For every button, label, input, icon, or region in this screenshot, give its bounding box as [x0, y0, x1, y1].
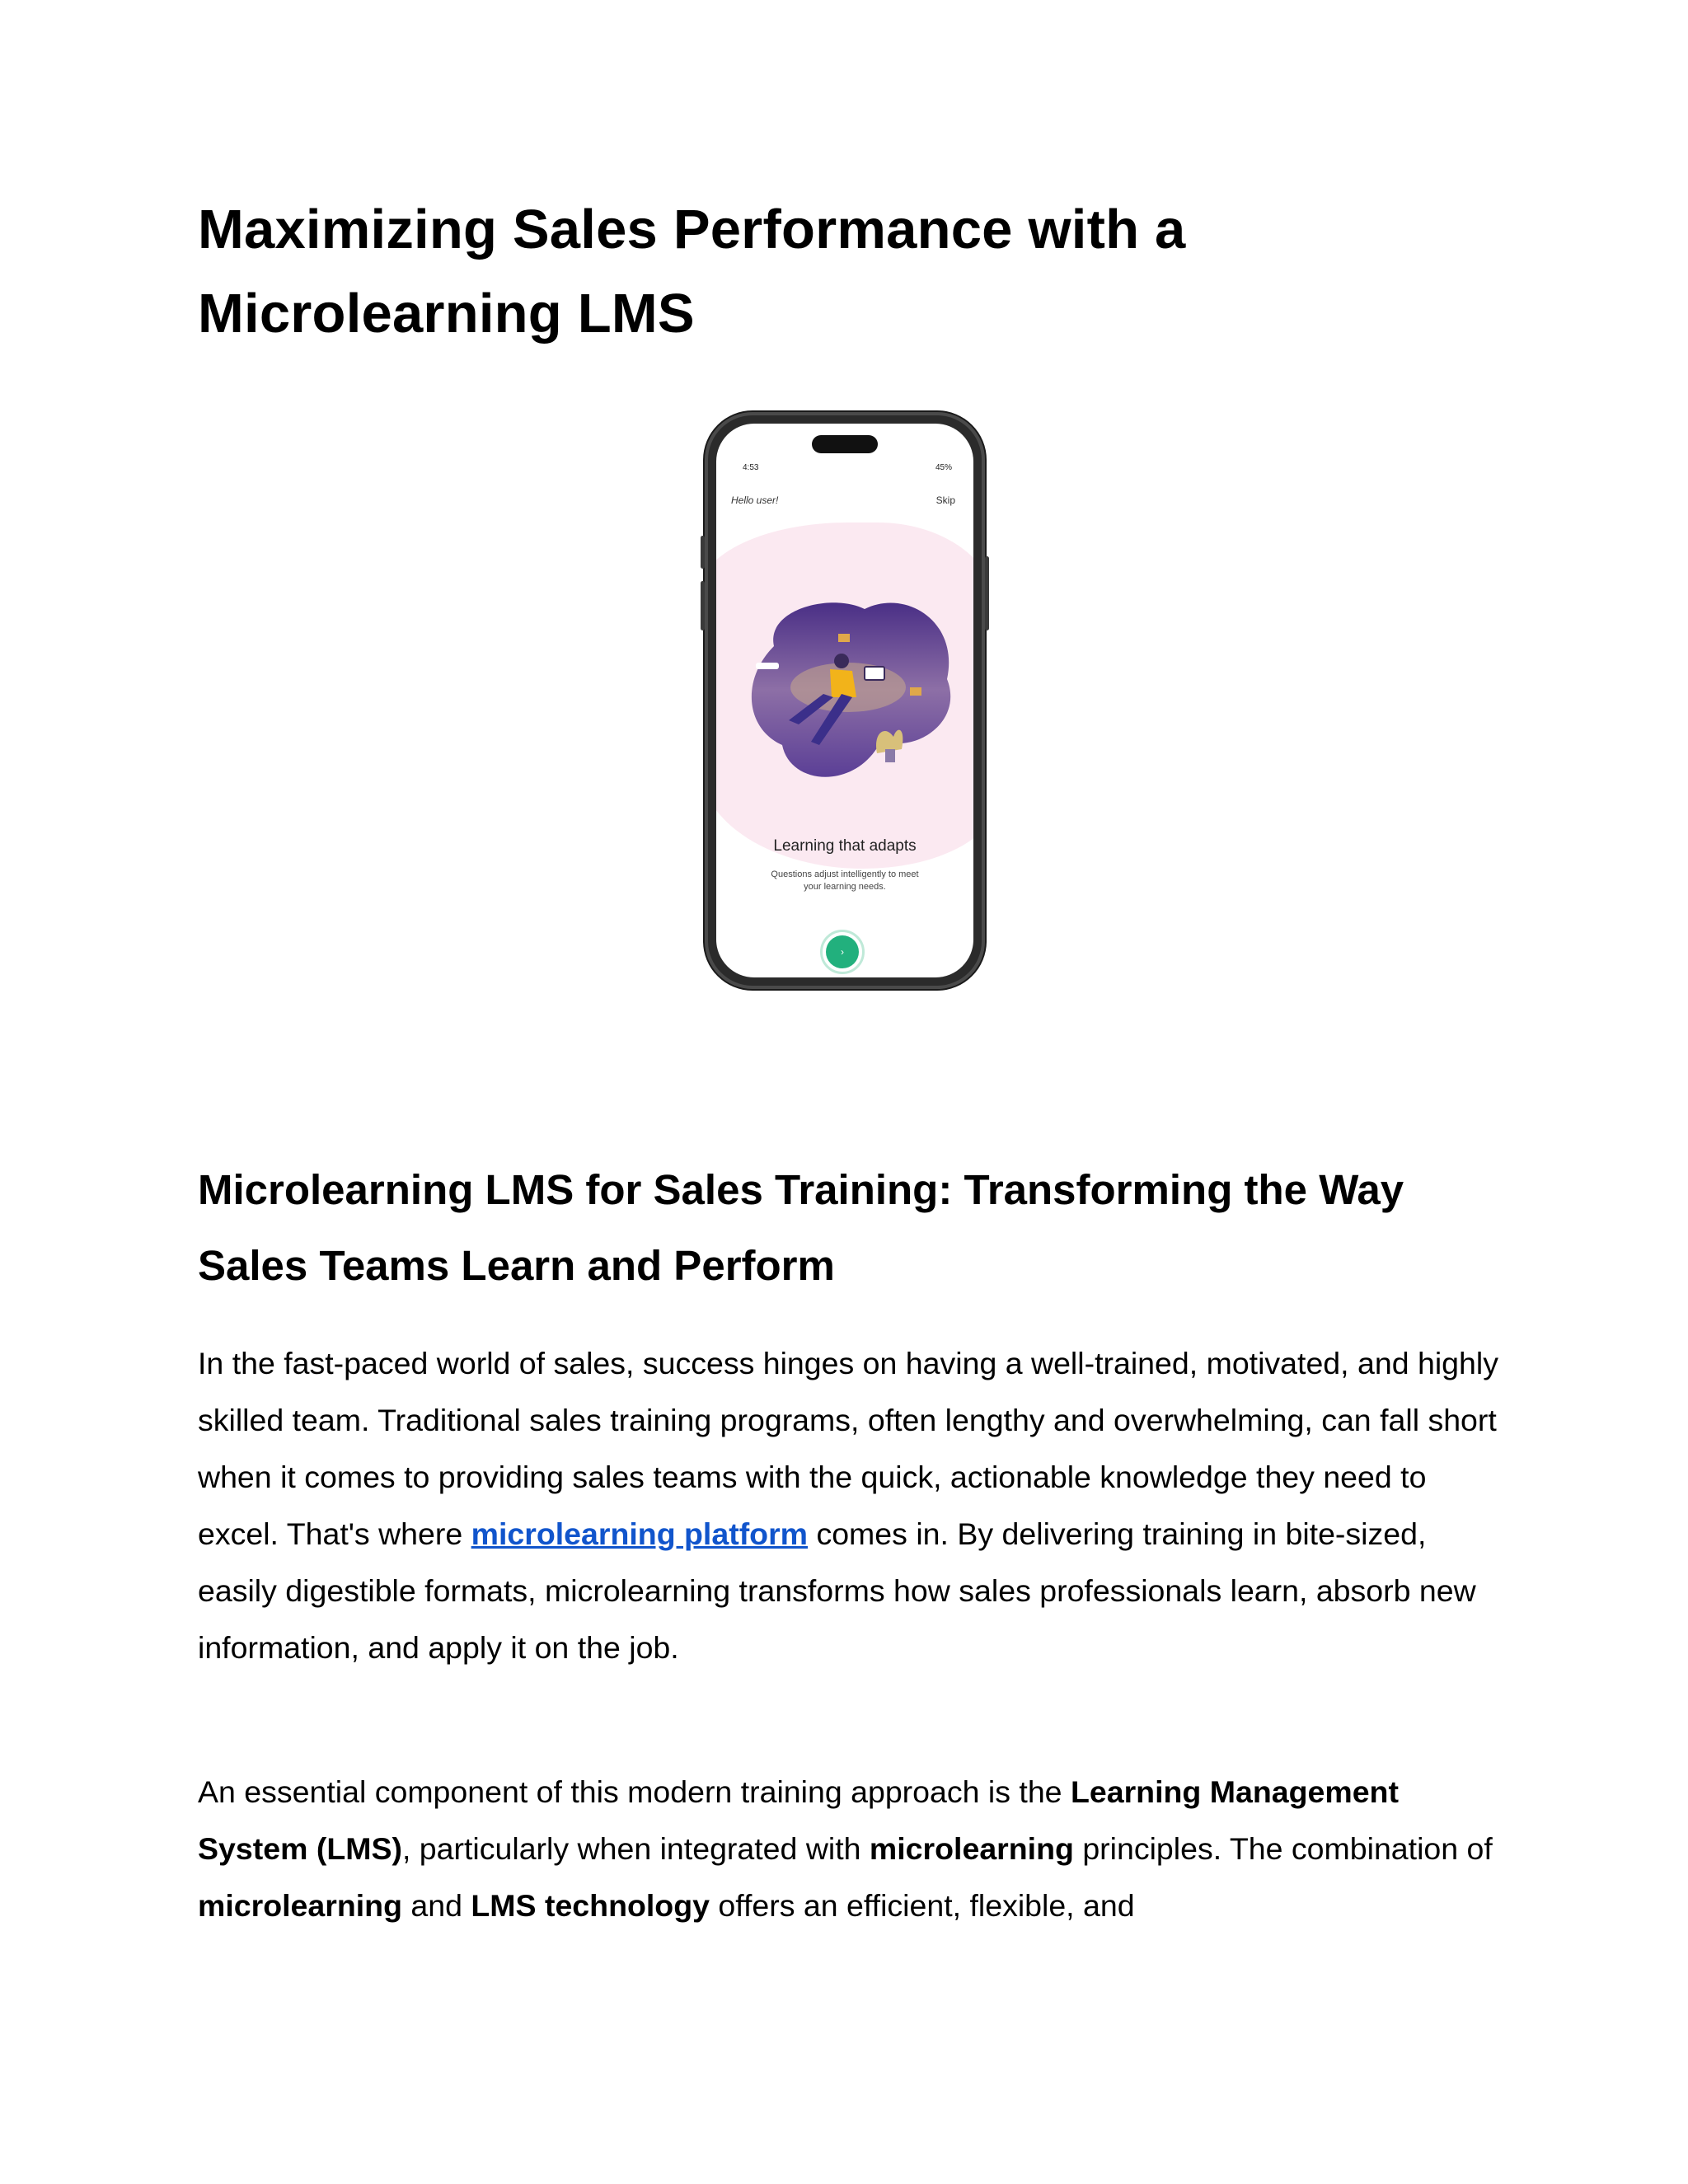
section-heading-line-1: Microlearning LMS for Sales Training: Transforming the Way: [198, 1166, 1404, 1213]
lms-bold-2: microlearning: [869, 1831, 1074, 1866]
onboarding-subtitle: Questions adjust intelligently to meet your learning needs.: [771, 869, 919, 892]
status-time: 4:53: [743, 463, 759, 472]
microlearning-platform-link[interactable]: microlearning platform: [471, 1516, 809, 1551]
greeting-text: Hello user!: [731, 494, 779, 506]
lms-text-2: , particularly when integrated with: [401, 1831, 870, 1866]
paragraph-lms: [198, 1764, 1500, 1934]
lms-bold-4: LMS technology: [471, 1888, 710, 1923]
skip-button[interactable]: Skip: [935, 494, 955, 506]
next-button[interactable]: [826, 935, 859, 968]
onboarding-title: Learning that adapts: [773, 837, 917, 855]
lms-bold-1: Learning Management System (LMS): [198, 1774, 1399, 1866]
arrow-right-icon: ›: [841, 946, 844, 958]
lms-text-3: principles. The combination of: [1073, 1831, 1493, 1866]
lms-text-5: offers an efficient, flexible, and: [709, 1888, 1135, 1923]
status-battery: 45%: [935, 463, 952, 472]
title-line-2: Microlearning LMS: [198, 283, 695, 344]
phone-mockup-image: [705, 412, 985, 989]
intro-text-after-link: comes in. By delivering training in bite-sized, easily digestible formats, microlearning transforms how sales professionals learn, absorb new information, and apply it on the job.: [198, 1516, 1476, 1665]
paragraph-intro: [198, 1335, 1500, 1676]
lms-bold-3: microlearning: [198, 1888, 402, 1923]
phone-side-button: [985, 556, 989, 630]
learning-illustration: [741, 588, 964, 794]
section-heading-line-2: Sales Teams Learn and Perform: [198, 1242, 835, 1289]
lms-text-4: and: [401, 1888, 471, 1923]
phone-screen: [716, 424, 973, 977]
dynamic-island: [812, 435, 878, 453]
intro-text-before-link: In the fast-paced world of sales, success hinges on having a well-trained, motivated, and highly skilled team. Traditional sales training programs, often lengthy and overwhelming, can fall short when it comes to providing sales teams with the quick, actionable knowledge they need to excel. That's where: [198, 1346, 1498, 1551]
section-heading: [198, 1152, 1500, 1304]
title-line-1: Maximizing Sales Performance with a: [198, 199, 1186, 260]
page-title: [198, 188, 1484, 356]
lms-text-1: An essential component of this modern training approach is the: [198, 1774, 1071, 1809]
phone-side-button: [701, 536, 705, 569]
phone-side-button: [701, 581, 705, 630]
